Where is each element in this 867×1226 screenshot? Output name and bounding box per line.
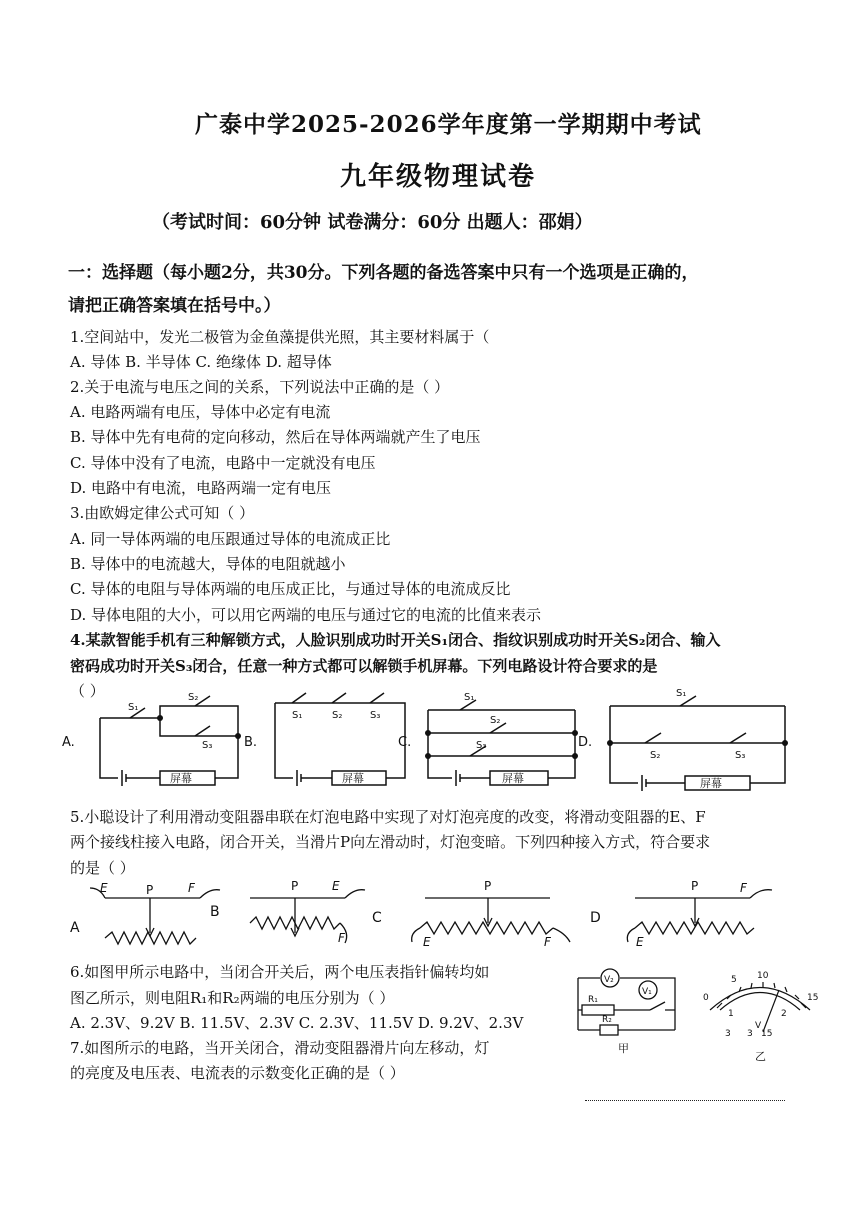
q6-options: A. 2.3V、9.2V B. 11.5V、2.3V C. 2.3V、11.5V D. 9.2V、2.3V [70, 1014, 524, 1032]
q6-scale-10: 10 [757, 971, 769, 981]
q6-scale-0: 0 [703, 993, 709, 1003]
q5-d-e: E [636, 935, 644, 949]
q6-fig-yi: 乙 [755, 1050, 766, 1063]
q5-line1: 5.小聪设计了利用滑动变阻器串联在灯泡电路中实现了对灯泡亮度的改变，将滑动变阻器的E、F [70, 808, 706, 826]
q5-c-e: E [423, 935, 431, 949]
q6-scale-5: 5 [731, 975, 737, 985]
q5-d-p: P [691, 879, 699, 893]
q4-a-s1: S₁ [128, 702, 139, 713]
q6-voltmeter-yi [695, 970, 825, 1065]
q6-scale-3: 3 [725, 1029, 731, 1039]
q6-line2: 图乙所示，则电阻R₁和R₂两端的电压分别为（ ） [70, 989, 395, 1007]
q6-v1: V₁ [642, 987, 652, 997]
q4-c-s3: S₃ [476, 740, 487, 751]
q6-r1: R₁ [588, 995, 598, 1005]
q6-scale-3b: 3 [747, 1029, 753, 1039]
q6-line1: 6.如图甲所示电路中，当闭合开关后，两个电压表指针偏转均如 [70, 963, 490, 981]
q3-option-b: B. 导体中的电流越大，导体的电阻就越小 [70, 555, 346, 573]
q5-a-p: P [146, 883, 154, 897]
exam-meta: （考试时间：60分钟 试卷满分：60分 出题人：邵娟） [152, 212, 593, 233]
paper-subtitle: 九年级物理试卷 [340, 162, 537, 192]
q5-b-f: F [338, 931, 345, 945]
q6-circuit-jia [570, 960, 680, 1060]
q5-c-f: F [544, 935, 551, 949]
q4-d-s1: S₁ [676, 688, 687, 699]
q4-b-s1: S₁ [292, 710, 303, 721]
q6-scale-15: 15 [807, 993, 819, 1003]
q5-line2: 两个接线柱接入电路，闭合开关，当滑片P向左滑动时，灯泡变暗。下列四种接入方式，符合要求 [70, 833, 711, 851]
q7-line2: 的亮度及电压表、电流表的示数变化正确的是（ ） [70, 1064, 405, 1082]
q4-a-s3: S₃ [202, 740, 213, 751]
q6-v2: V₂ [604, 975, 614, 985]
q3-option-d: D. 导体电阻的大小，可以用它两端的电压与通过它的电流的比值来表示 [70, 606, 542, 624]
q2-option-a: A. 电路两端有电压，导体中必定有电流 [70, 403, 331, 421]
q4-d-s3: S₃ [735, 750, 746, 761]
q4-b-s2: S₂ [332, 710, 343, 721]
q6-fig-jia: 甲 [618, 1042, 629, 1055]
q4-a-s2: S₂ [188, 692, 199, 703]
q5-line3: 的是（ ） [70, 859, 135, 877]
q4-screen-a: 屏幕 [170, 772, 192, 785]
q1-options: A. 导体 B. 半导体 C. 绝缘体 D. 超导体 [70, 353, 332, 371]
q3-option-a: A. 同一导体两端的电压跟通过导体的电流成正比 [70, 530, 391, 548]
q4-label-b: B. [244, 735, 258, 750]
q4-screen-b: 屏幕 [342, 772, 364, 785]
q4-b-s3: S₃ [370, 710, 381, 721]
q2-option-c: C. 导体中没有了电流，电路中一定就没有电压 [70, 454, 376, 472]
q5-a-f: F [188, 881, 195, 895]
q4-line1: 4.某款智能手机有三种解锁方式，人脸识别成功时开关S₁闭合、指纹识别成功时开关S₂闭合、输入 [70, 631, 721, 649]
q6-scale-1: 1 [728, 1009, 734, 1019]
section-title-line2: 请把正确答案填在括号中。） [68, 296, 281, 316]
q5-label-c: C [372, 910, 382, 926]
q5-rheostat-figures [60, 878, 780, 950]
q5-b-e: E [332, 879, 340, 893]
q2-stem: 2.关于电流与电压之间的关系，下列说法中正确的是（ ） [70, 378, 450, 396]
q6-scale-2: 2 [781, 1009, 787, 1019]
q7-line1: 7.如图所示的电路，当开关闭合，滑动变阻器滑片向左移动，灯 [70, 1039, 490, 1057]
q3-stem: 3.由欧姆定律公式可知（ ） [70, 504, 255, 522]
q6-scale-15b: 15 [761, 1029, 773, 1039]
q5-label-d: D [590, 910, 601, 926]
q5-c-p: P [484, 879, 492, 893]
q5-b-p: P [291, 879, 299, 893]
q4-line3: （ ） [70, 682, 105, 700]
q3-option-c: C. 导体的电阻与导体两端的电压成正比，与通过导体的电流成反比 [70, 580, 511, 598]
q4-c-s2: S₂ [490, 715, 501, 726]
q4-c-s1: S₁ [464, 692, 475, 703]
q5-a-e: E [100, 881, 108, 895]
exam-title: 广泰中学2025-2026学年度第一学期期中考试 [195, 111, 702, 138]
q6-r2: R₂ [602, 1015, 612, 1025]
q4-screen-d: 屏幕 [700, 777, 722, 790]
q4-line2: 密码成功时开关S₃闭合，任意一种方式都可以解锁手机屏幕。下列电路设计符合要求的是 [70, 657, 658, 675]
q4-label-a: A. [62, 735, 75, 750]
q2-option-d: D. 电路中有电流，电路两端一定有电压 [70, 479, 332, 497]
q1-stem: 1.空间站中，发光二极管为金鱼藻提供光照，其主要材料属于（ [70, 328, 490, 346]
q5-d-f: F [740, 881, 747, 895]
q4-screen-c: 屏幕 [502, 772, 524, 785]
q4-label-d: D. [578, 735, 593, 750]
q2-option-b: B. 导体中先有电荷的定向移动，然后在导体两端就产生了电压 [70, 428, 481, 446]
q6-scale-v: V [755, 1021, 762, 1031]
q4-label-c: C. [398, 735, 412, 750]
section-title-line1: 一：选择题（每小题2分，共30分。下列各题的备选答案中只有一个选项是正确的， [68, 263, 699, 283]
q5-label-b: B [210, 904, 220, 920]
q5-label-a: A [70, 920, 80, 936]
q4-circuit-figures [60, 688, 810, 798]
q4-d-s2: S₂ [650, 750, 661, 761]
q7-figure-placeholder-line [585, 1100, 785, 1101]
